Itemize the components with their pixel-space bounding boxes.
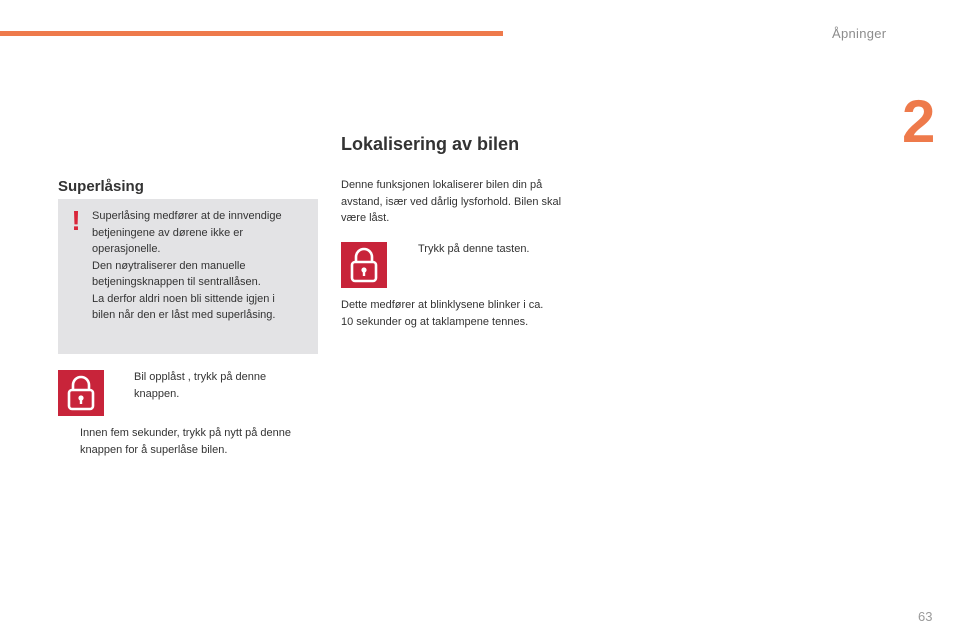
warning-text: Superlåsing medfører at de innvendige betjeningene av dørene ikke er operasjonelle. Den nøytraliserer den manuelle betjeningsknappen til sentrallåsen. La derfor aldri noen bli sittende igjen i bilen når den er låst med superlåsing. <box>92 210 282 321</box>
warning-box <box>58 199 318 354</box>
step-press-key <box>400 241 600 258</box>
step-unlocked-press <box>116 369 316 402</box>
lock-button-icon <box>58 370 104 416</box>
step-text: Bil opplåst , trykk på denne knappen. <box>134 371 267 400</box>
locate-result-text: Dette medfører at blinklysene blinker i ca. 10 sekunder og at taklampene tennes. <box>341 299 544 328</box>
step-text: Trykk på denne tasten. <box>418 243 530 255</box>
superlocking-heading: Superlåsing <box>58 178 144 195</box>
exclamation-icon: ! <box>71 205 81 236</box>
locate-intro-text: Denne funksjonen lokaliserer bilen din på avstand, især ved dårlig lysforhold. Bilen skal være låst. <box>341 179 562 224</box>
lock-button-icon <box>341 242 387 288</box>
step-press-again <box>62 425 324 458</box>
step-text: Innen fem sekunder, trykk på nytt på denne knappen for å superlåse bilen. <box>80 427 291 456</box>
locate-vehicle-heading: Lokalisering av bilen <box>341 134 520 154</box>
chapter-number: 2 <box>902 88 936 155</box>
section-title: Åpninger <box>832 26 887 41</box>
top-accent-bar <box>0 31 503 36</box>
page-number: 63 <box>918 609 933 624</box>
